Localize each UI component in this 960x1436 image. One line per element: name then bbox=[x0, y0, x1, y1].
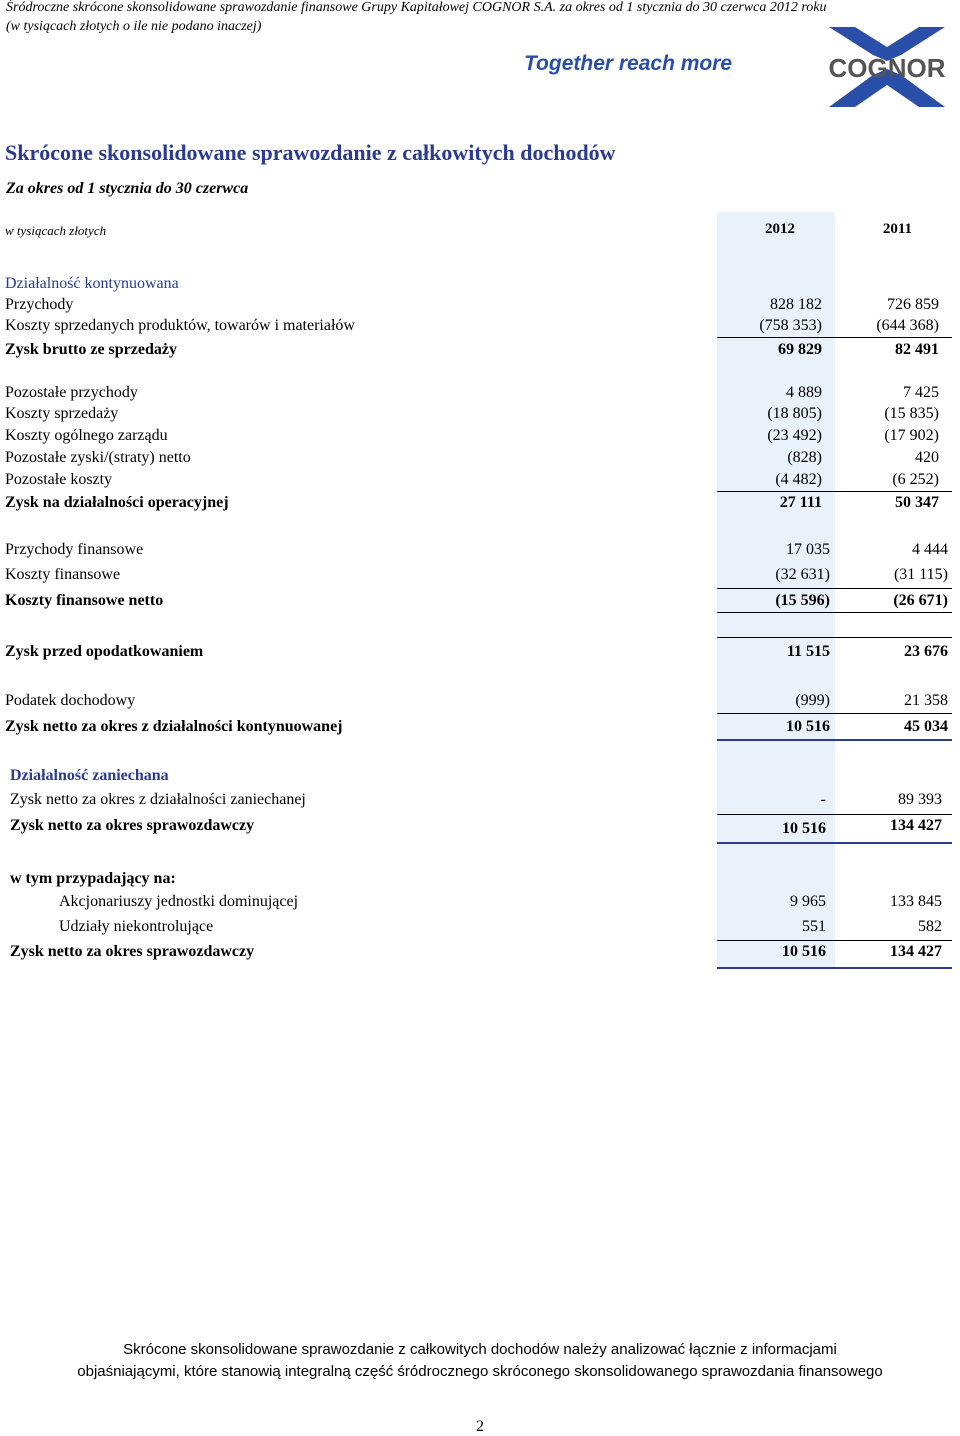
table-row-total: Zysk netto za okres sprawozdawczy 10 516 134 427 bbox=[10, 943, 942, 960]
table-row-total: Zysk netto za okres sprawozdawczy 10 516 134 427 bbox=[10, 817, 942, 837]
subtotal-rule bbox=[717, 491, 952, 492]
subtotal-rule bbox=[717, 588, 952, 589]
statement-units: w tysiącach złotych bbox=[5, 223, 107, 238]
brand-slogan: Together reach more bbox=[524, 52, 733, 75]
subtotal-rule bbox=[717, 814, 952, 815]
table-row-total: Zysk przed opodatkowaniem 11 515 23 676 bbox=[5, 643, 948, 660]
logo-wordmark: COGNOR bbox=[828, 53, 946, 83]
section-discontinued-operations: Działalność zaniechana bbox=[10, 767, 169, 784]
table-row: Przychody finansowe 17 035 4 444 bbox=[5, 541, 948, 558]
year-2012-header: 2012 bbox=[765, 221, 795, 237]
year-2011-header: 2011 bbox=[882, 221, 912, 237]
table-row: Koszty finansowe (32 631) (31 115) bbox=[5, 566, 948, 583]
subtotal-rule bbox=[717, 337, 952, 338]
table-row-total: Zysk netto za okres z działalności kontynuowanej 10 516 45 034 bbox=[5, 718, 948, 735]
page-number: 2 bbox=[476, 1418, 484, 1435]
footer-note-line1: Skrócone skonsolidowane sprawozdanie z całkowitych dochodów należy analizować łącznie z informacjami bbox=[123, 1341, 837, 1358]
total-double-rule bbox=[717, 842, 952, 844]
table-row: Koszty sprzedanych produktów, towarów i materiałów (758 353) (644 368) bbox=[5, 317, 939, 334]
table-row-total: Zysk na działalności operacyjnej 27 111 50 347 bbox=[5, 494, 939, 511]
table-row: Pozostałe zyski/(straty) netto (828) 420 bbox=[5, 449, 939, 466]
report-header-units: (w tysiącach złotych o ile nie podano inaczej) bbox=[6, 19, 262, 34]
table-row: Pozostałe koszty (4 482) (6 252) bbox=[5, 471, 939, 488]
total-double-rule bbox=[717, 967, 952, 969]
total-double-rule bbox=[717, 739, 952, 741]
cognor-logo bbox=[815, 25, 960, 109]
table-row-total: Zysk brutto ze sprzedaży 69 829 82 491 bbox=[5, 341, 939, 358]
subtotal-rule bbox=[717, 637, 952, 638]
table-row: Pozostałe przychody 4 889 7 425 bbox=[5, 384, 939, 401]
table-row: Koszty ogólnego zarządu (23 492) (17 902) bbox=[5, 427, 939, 444]
section-continuing-operations: Działalność kontynuowana bbox=[5, 275, 179, 292]
subtotal-rule bbox=[717, 940, 952, 941]
table-row: Koszty sprzedaży (18 805) (15 835) bbox=[5, 405, 939, 422]
footer-note-line2: objaśniającymi, które stanowią integralną część śródrocznego skróconego skonsolidowanego sprawozdania finansowego bbox=[77, 1363, 883, 1380]
statement-period: Za okres od 1 stycznia do 30 czerwca bbox=[6, 180, 249, 197]
subtotal-rule bbox=[717, 612, 952, 613]
table-row: Akcjonariuszy jednostki dominującej 9 965 133 845 bbox=[59, 893, 942, 910]
table-row-total: Koszty finansowe netto (15 596) (26 671) bbox=[5, 592, 948, 609]
attribution-heading: w tym przypadający na: bbox=[10, 870, 176, 887]
table-row: Przychody 828 182 726 859 bbox=[5, 296, 939, 313]
table-row: Udziały niekontrolujące 551 582 bbox=[59, 918, 942, 935]
table-row: Podatek dochodowy (999) 21 358 bbox=[5, 692, 948, 709]
report-header-title: Śródroczne skrócone skonsolidowane sprawozdanie finansowe Grupy Kapitałowej COGNOR S.A. za okres od 1 stycznia do 30 czerwca 2012 roku bbox=[6, 0, 827, 15]
table-row: Zysk netto za okres z działalności zaniechanej - 89 393 bbox=[10, 791, 942, 808]
subtotal-rule bbox=[717, 713, 952, 714]
statement-title: Skrócone skonsolidowane sprawozdanie z całkowitych dochodów bbox=[5, 140, 616, 165]
